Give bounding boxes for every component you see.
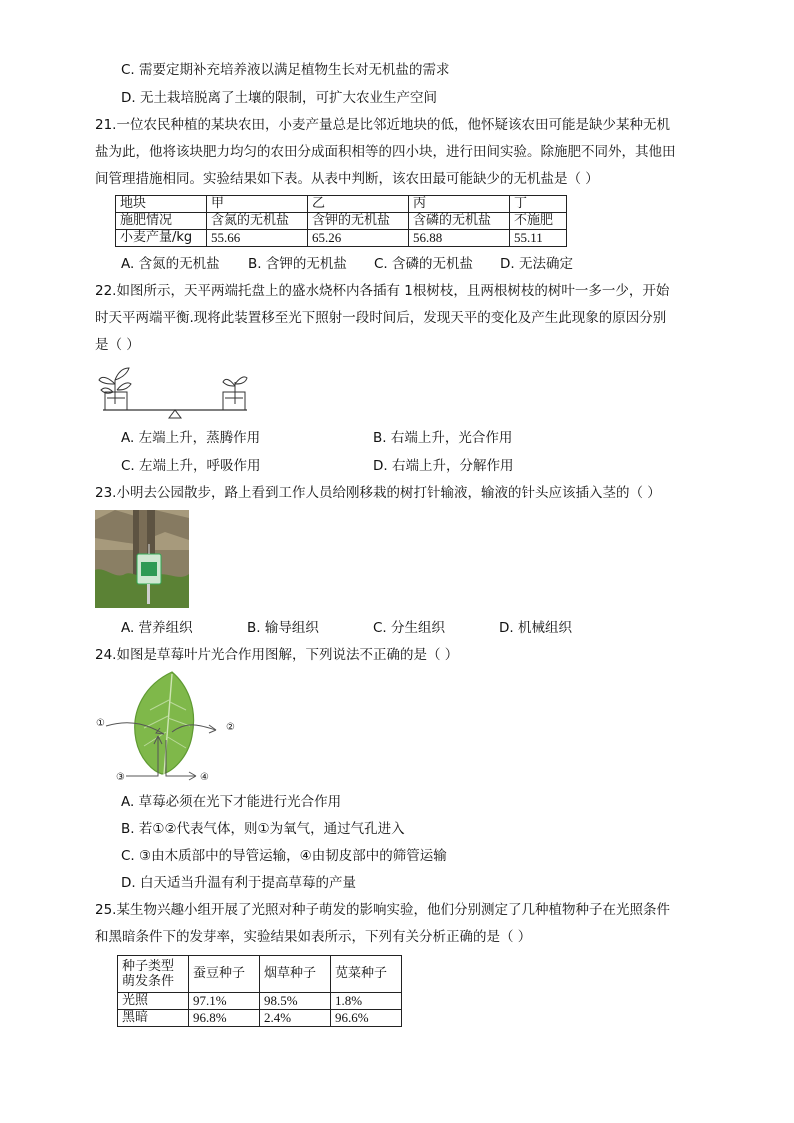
table-header-cell: 丁 [510,196,567,213]
q22-option-c: C. 左端上升，呼吸作用 [121,458,261,474]
table-cell: 97.1% [189,993,260,1010]
q25-stem-line-1: 25.某生物兴趣小组开展了光照对种子萌发的影响实验，他们分别测定了几种植物种子在光照条件 [95,902,670,918]
corner-top-label: 种子类型 [122,959,175,974]
q23-stem: 23.小明去公园散步，路上看到工作人员给刚移栽的树打针输液，输液的针头应该插入茎的（ ） [95,485,661,501]
right-beaker-icon [223,392,245,410]
table-cell: 55.66 [207,230,308,247]
q24-option-b: B. 若①②代表气体，则①为氧气，通过气孔进入 [121,821,405,837]
q24-stem: 24.如图是草莓叶片光合作用图解，下列说法不正确的是（ ） [95,647,459,663]
table-header-cell: 蚕豆种子 [189,956,260,993]
leaf-label-1: ① [96,718,105,729]
q21-option-b: B. 含钾的无机盐 [248,256,347,272]
table-cell: 65.26 [308,230,409,247]
table-cell: 1.8% [331,993,402,1010]
q21-option-c: C. 含磷的无机盐 [374,256,474,272]
table-cell: 55.11 [510,230,567,247]
table-cell: 黑暗 [118,1010,189,1027]
q21-option-a: A. 含氮的无机盐 [121,256,220,272]
table-header-cell: 乙 [308,196,409,213]
strawberry-leaf-figure [92,670,242,784]
leaf-label-2: ② [226,722,235,733]
table-row [116,230,567,247]
q21-stem-line-1: 21.一位农民种植的某块农田，小麦产量总是比邻近地块的低，他怀疑该农田可能是缺少某种无机 [95,117,670,133]
left-beaker-icon [105,392,127,410]
table-corner-cell [118,956,189,993]
table-cell: 含钾的无机盐 [308,213,409,230]
left-branch-icon [99,368,131,404]
q24-option-a: A. 草莓必须在光下才能进行光合作用 [121,794,342,810]
q23-option-a: A. 营养组织 [121,620,193,636]
q24-option-d: D. 白天适当升温有利于提高草莓的产量 [121,875,356,891]
balance-scale-figure [95,362,255,420]
table-row [118,956,402,993]
table-header-cell: 烟草种子 [260,956,331,993]
q21-stem-line-2: 盐为此，他将该块肥力均匀的农田分成面积相等的四小块，进行田间实验。除施肥不同外，其他田 [95,144,676,160]
leaf-label-3: ③ [116,772,125,783]
q21-results-table [115,195,567,247]
q24-option-c: C. ③由木质部中的导管运输，④由韧皮部中的筛管运输 [121,848,447,864]
q22-option-b: B. 右端上升，光合作用 [373,430,513,446]
table-row [116,213,567,230]
table-cell: 不施肥 [510,213,567,230]
right-branch-icon [223,377,247,404]
q22-stem-line-1: 22.如图所示，天平两端托盘上的盛水烧杯内各插有 1根树枝，且两根树枝的树叶一多一少，开始 [95,283,670,299]
q25-stem-line-2: 和黑暗条件下的发芽率，实验结果如表所示，下列有关分析正确的是（ ） [95,929,532,945]
q25-germination-table [117,955,402,1027]
table-cell: 96.8% [189,1010,260,1027]
q21-option-d: D. 无法确定 [500,256,573,272]
q20-option-d: D. 无土栽培脱离了土壤的限制，可扩大农业生产空间 [121,90,437,106]
table-cell: 98.5% [260,993,331,1010]
table-cell: 2.4% [260,1010,331,1027]
fulcrum-icon [169,410,181,418]
leaf-icon [135,672,194,774]
corner-bottom-label: 萌发条件 [122,974,175,989]
table-row [116,196,567,213]
table-cell: 96.6% [331,1010,402,1027]
table-cell: 小麦产量/kg [116,230,207,247]
table-header-cell: 苋菜种子 [331,956,402,993]
q23-option-d: D. 机械组织 [499,620,572,636]
q22-option-d: D. 右端上升，分解作用 [373,458,514,474]
table-header-cell: 丙 [409,196,510,213]
table-cell: 含磷的无机盐 [409,213,510,230]
q20-option-c: C. 需要定期补充培养液以满足植物生长对无机盐的需求 [121,62,450,78]
table-header-cell: 甲 [207,196,308,213]
table-cell: 施肥情况 [116,213,207,230]
table-cell: 含氮的无机盐 [207,213,308,230]
table-row [118,993,402,1010]
q21-stem-line-3: 间管理措施相同。实验结果如下表。从表中判断，该农田最可能缺少的无机盐是（ ） [95,171,599,187]
leaf-label-4: ④ [200,772,209,783]
q22-option-a: A. 左端上升，蒸腾作用 [121,430,261,446]
table-cell: 56.88 [409,230,510,247]
q22-stem-line-2: 时天平两端平衡.现将此装置移至光下照射一段时间后，发现天平的变化及产生此现象的原因分别 [95,310,667,326]
table-row [118,1010,402,1027]
table-header-cell: 地块 [116,196,207,213]
tree-iv-drip-photo [95,510,189,608]
q22-stem-line-3: 是（ ） [95,337,140,353]
q23-option-b: B. 输导组织 [247,620,319,636]
table-cell: 光照 [118,993,189,1010]
q23-option-c: C. 分生组织 [373,620,446,636]
